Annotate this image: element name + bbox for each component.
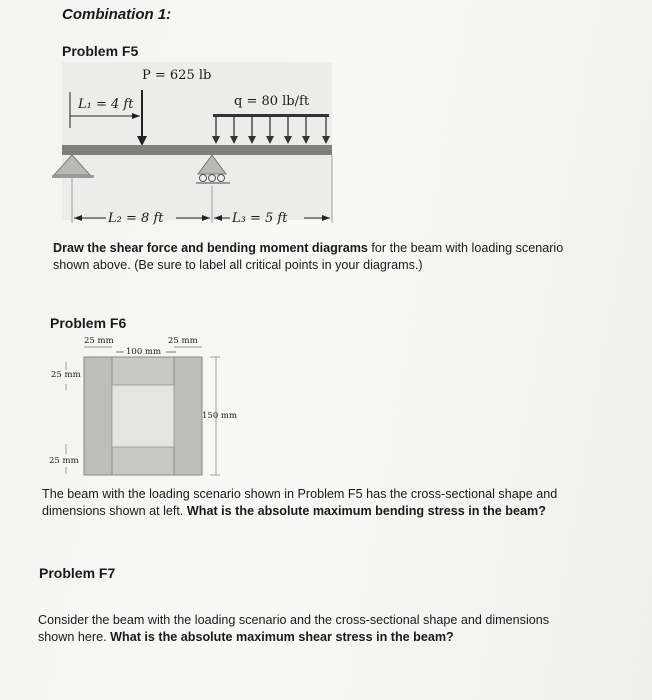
dim-top-left-label: 25 mm (84, 336, 114, 346)
distributed-load-label: q = 80 lb/ft (234, 94, 310, 109)
beam (62, 145, 332, 155)
section-bottom-flange (112, 447, 174, 475)
dim-width-label: 100 mm (126, 347, 162, 357)
pin-support-ground (52, 175, 94, 178)
problem-f6-text-bold: What is the absolute maximum bending stress in the beam? (186, 504, 546, 518)
problem-f6-text (42, 486, 642, 520)
section-right-web (174, 357, 202, 475)
l2-label: L₂ = 8 ft (108, 211, 164, 226)
section-top-flange (112, 357, 174, 385)
l3-label: L₃ = 5 ft (232, 211, 288, 226)
problem-f7-text-line2: shown here. (38, 630, 111, 644)
figure-panel (62, 62, 332, 220)
problem-f5-text-line2: shown above. (Be sure to label all critical points in your diagrams.) (53, 258, 423, 272)
problem-f6-text-line1: The beam with the loading scenario shown in Problem F5 has the cross-sectional shape and (42, 487, 558, 501)
l1-label: L₁ = 4 ft (78, 97, 134, 112)
problem-f5-title: Problem F5 (62, 43, 139, 59)
dim-flange-top-label: 25 mm (51, 370, 81, 380)
problem-f5-text (53, 240, 623, 274)
problem-f6-text-line2: dimensions shown at left. (42, 504, 187, 518)
section-hollow (112, 385, 174, 447)
roller-support-ground (196, 182, 230, 184)
problem-f5-text-line1: for the beam with loading scenario (367, 241, 564, 255)
section-left-web (84, 357, 112, 475)
problem-f5-text-bold: Draw the shear force and bending moment diagrams (53, 241, 368, 255)
point-load-label: P = 625 lb (142, 68, 212, 83)
dim-height-label: 150 mm (202, 411, 238, 421)
problem-f7-text-bold: What is the absolute maximum shear stress in the beam? (110, 630, 454, 644)
beam-loading-figure (48, 58, 348, 230)
problem-f6-title: Problem F6 (50, 315, 127, 331)
dim-flange-bottom-label: 25 mm (49, 456, 79, 466)
combination-heading: Combination 1: (62, 6, 172, 23)
problem-f7-text (38, 612, 638, 646)
problem-f7-title: Problem F7 (39, 565, 116, 581)
dim-top-right-label: 25 mm (168, 336, 198, 346)
problem-f7-text-line1: Consider the beam with the loading scenario and the cross-sectional shape and dimensions (38, 613, 550, 627)
distributed-load-bar (213, 114, 329, 117)
